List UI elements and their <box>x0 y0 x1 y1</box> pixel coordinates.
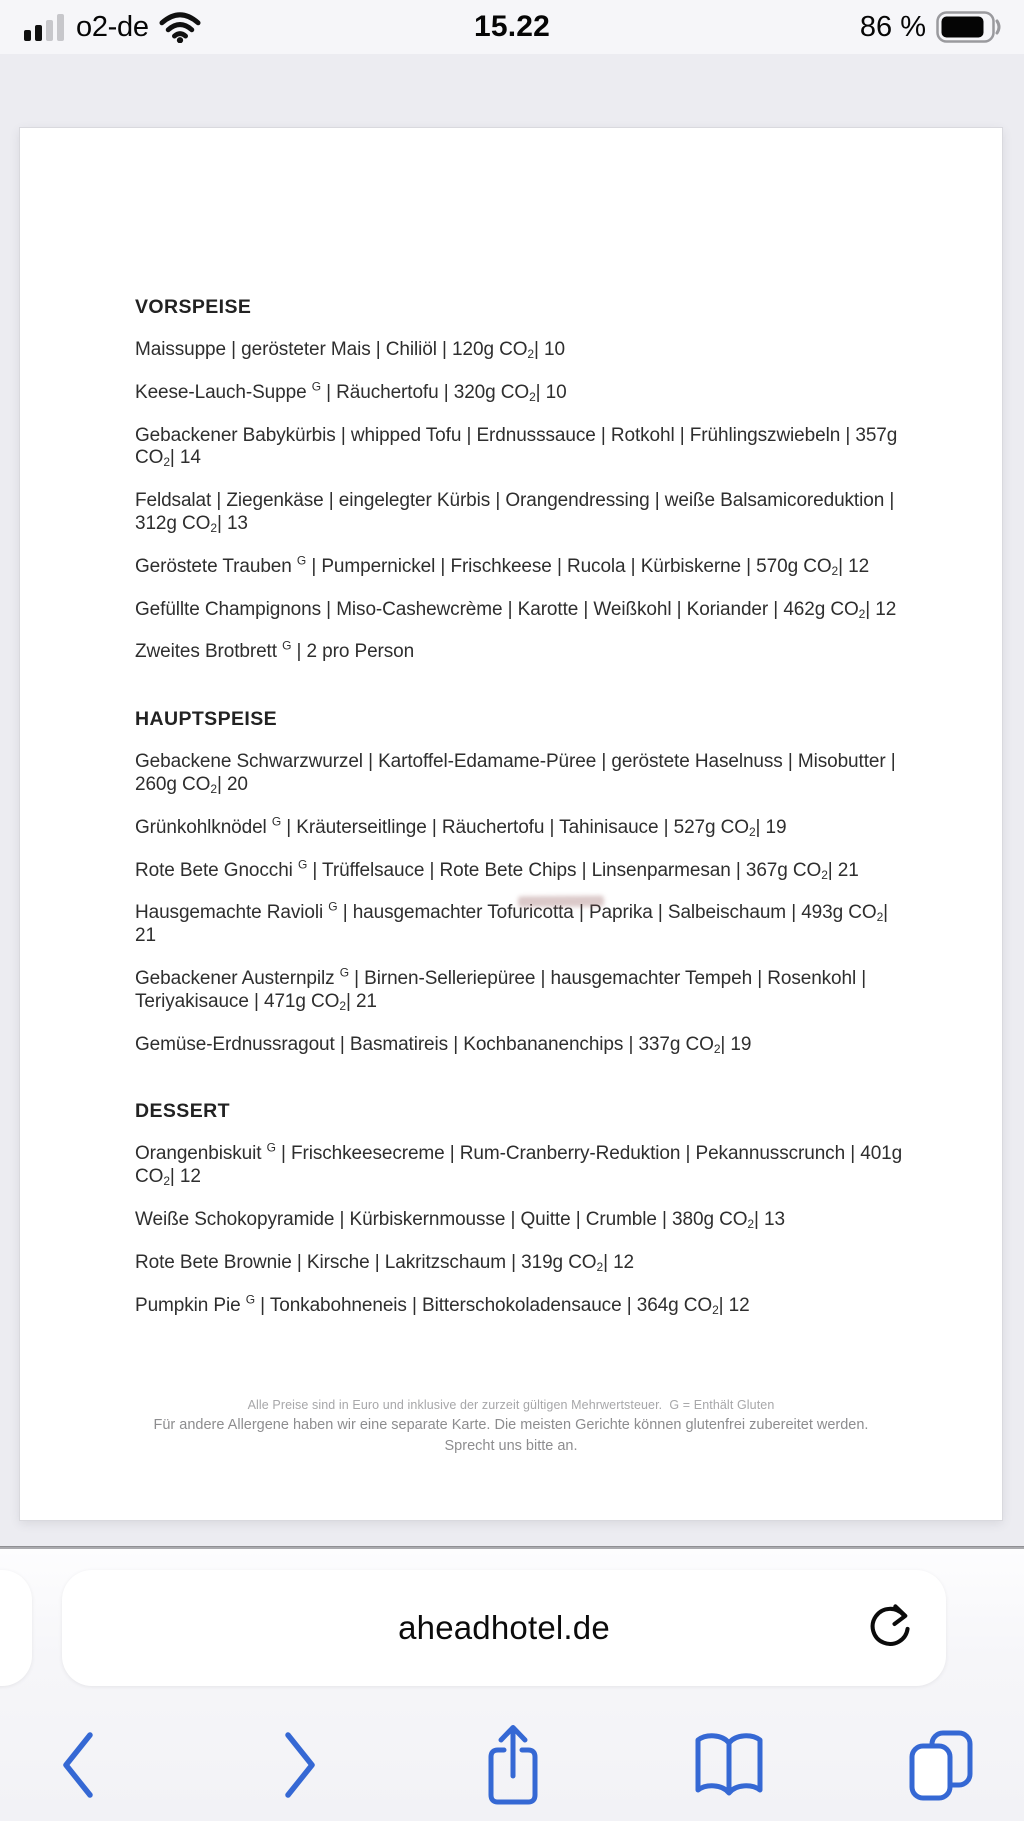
reload-button[interactable] <box>860 1598 920 1658</box>
menu-item: Geröstete Trauben $^G$ | Pumpernickel | Frischkeese | Rucola | Kürbiskerne | 570g $CO_2|$ 12 <box>135 553 870 578</box>
forward-button[interactable] <box>255 1725 345 1805</box>
menu-section-title: VORSPEISE <box>135 296 252 318</box>
share-button[interactable] <box>468 1725 558 1805</box>
menu-item: Gefüllte Champignons | Miso-Cashewcrème | Karotte | Weißkohl | Koriander | 462g $CO_2|$ 12 <box>135 598 897 621</box>
menu-item: Grünkohlknödel $^G$ | Kräuterseitlinge | Räuchertofu | Tahinisauce | 527g $CO_2|$ 19 <box>135 814 787 839</box>
tabs-button[interactable] <box>896 1725 986 1805</box>
menu-footer-line: Sprecht uns bitte an. <box>444 1437 578 1454</box>
status-bar <box>0 0 1024 54</box>
menu-section-title: HAUPTSPEISE <box>135 708 278 731</box>
menu-item: Rote Bete Brownie | Kirsche | Lakritzschaum | 319g $CO_2|$ 12 <box>135 1251 635 1274</box>
battery-icon <box>936 11 1002 43</box>
tabs-icon <box>906 1728 976 1802</box>
menu-item: Pumpkin Pie $^G$ | Tonkabohneneis | Bitterschokoladensauce | 364g $CO_2|$ 12 <box>135 1292 750 1317</box>
bookmarks-button[interactable] <box>684 1725 774 1805</box>
back-button[interactable] <box>33 1725 123 1805</box>
menu-content <box>135 296 912 1317</box>
menu-footer <box>20 1398 1002 1456</box>
chevron-right-icon <box>279 1729 321 1801</box>
menu-item: Maissuppe | gerösteter Mais | Chiliöl | 120g $CO_2|$ 10 <box>135 339 565 361</box>
book-icon <box>691 1729 767 1801</box>
menu-item: Zweites Brotbrett $^G$ | 2 pro Person <box>135 639 415 663</box>
menu-item: Hausgemachte Ravioli $^G$ | hausgemachter Tofuricotta | Paprika | Salbeischaum | 493g $CO_2|$ 21 <box>135 900 888 947</box>
menu-section-title: DESSERT <box>135 1100 230 1123</box>
battery-percent-label: 86 % <box>859 10 926 43</box>
adjacent-tab-peek[interactable] <box>0 1570 32 1686</box>
menu-item: Gemüse-Erdnussragout | Basmatireis | Kochbananenchips | 337g $CO_2|$ 19 <box>135 1033 752 1056</box>
clock: 15.22 <box>473 10 551 43</box>
chevron-left-icon <box>57 1729 99 1801</box>
menu-document-page <box>20 128 1002 1520</box>
browser-toolbar <box>0 1699 1024 1821</box>
browser-bottom-bar <box>0 1549 1024 1821</box>
menu-footer-line: Für andere Allergene haben wir eine separate Karte. Die meisten Gerichte können glutenfrei zubereitet werden. <box>153 1417 869 1434</box>
menu-item: Orangenbiskuit $^G$ | Frischkeesecreme | Rum-Cranberry-Reduktion | Pekannusscrunch | 401g $CO_2|$ 12 <box>135 1141 903 1189</box>
menu-item: Rote Bete Gnocchi $^G$ | Trüffelsauce | Rote Bete Chips | Linsenparmesan | 367g $CO_2|$ 21 <box>135 857 859 882</box>
reload-icon <box>863 1601 917 1655</box>
menu-footer-line: Alle Preise sind in Euro und inklusive der zurzeit gültigen Mehrwertsteuer. G = Enthält Gluten <box>247 1398 775 1413</box>
menu-item: Gebackener Austernpilz $^G$ | Birnen-Selleriepüree | hausgemachter Tempeh | Rosenkohl | Teriyakisauce | 471g $CO_2|$ 21 <box>135 965 867 1013</box>
menu-item: Gebackene Schwarzwurzel | Kartoffel-Edamame-Püree | geröstete Haselnuss | Misobutter | 260g $CO_2|$ 20 <box>135 751 896 796</box>
share-icon <box>480 1722 546 1808</box>
menu-item: Gebackener Babykürbis | whipped Tofu | Erdnusssauce | Rotkohl | Frühlingszwiebeln | 357g $CO_2|$ 14 <box>135 424 898 470</box>
carrier-label: o2-de <box>76 10 149 43</box>
url-text: aheadhotel.de <box>398 1609 610 1646</box>
menu-item: Keese-Lauch-Suppe $^G$ | Räuchertofu | 320g $CO_2|$ 10 <box>135 379 567 404</box>
menu-item: Weiße Schokopyramide | Kürbiskernmousse | Quitte | Crumble | 380g $CO_2|$ 13 <box>135 1208 785 1231</box>
render-artifact <box>518 896 604 908</box>
address-bar[interactable] <box>62 1570 946 1686</box>
menu-item: Feldsalat | Ziegenkäse | eingelegter Kürbis | Orangendressing | weiße Balsamicoreduktion | 312g $CO_2|$ 13 <box>135 490 895 535</box>
